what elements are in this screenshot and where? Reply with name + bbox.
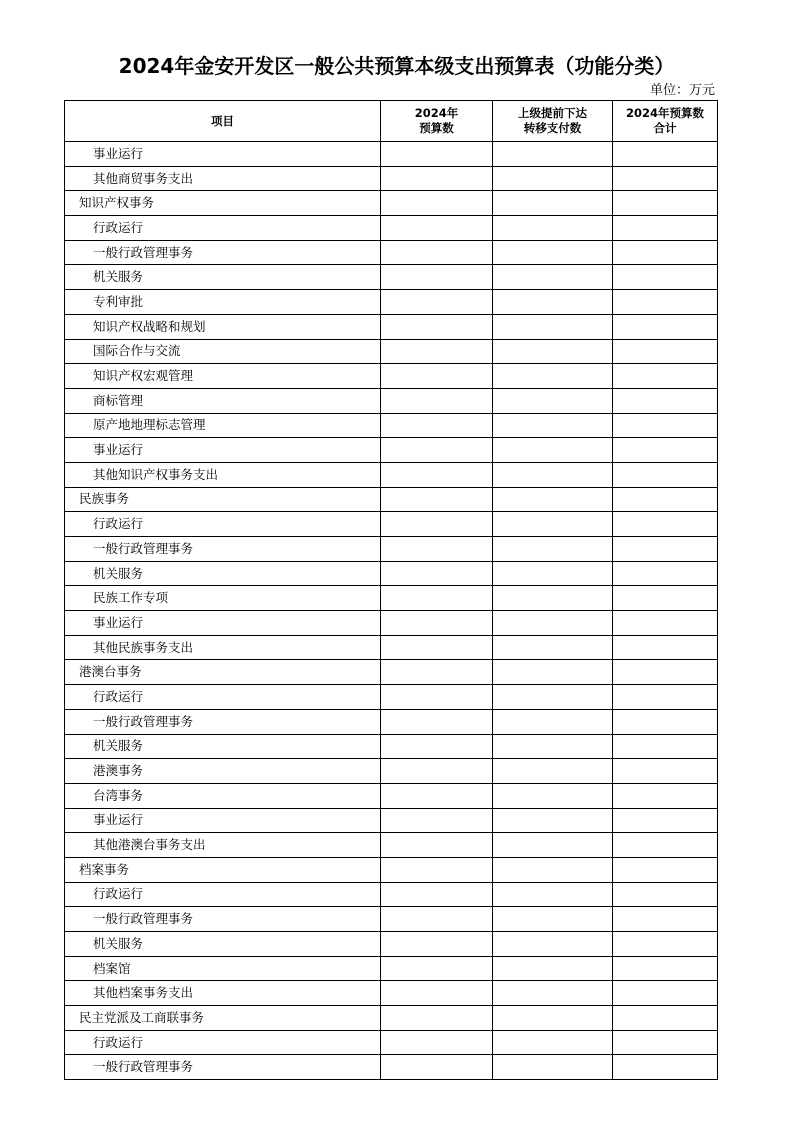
row-item-name: 一般行政管理事务 bbox=[65, 240, 381, 265]
row-item-name: 港澳事务 bbox=[65, 759, 381, 784]
budget-cell bbox=[381, 759, 493, 784]
transfer-cell bbox=[493, 166, 613, 191]
budget-cell bbox=[381, 388, 493, 413]
table-row bbox=[65, 561, 718, 586]
table-row bbox=[65, 462, 718, 487]
total-cell bbox=[613, 808, 718, 833]
total-cell bbox=[613, 611, 718, 636]
table-row bbox=[65, 537, 718, 562]
total-cell bbox=[613, 290, 718, 315]
transfer-cell bbox=[493, 512, 613, 537]
total-cell bbox=[613, 413, 718, 438]
budget-cell bbox=[381, 1030, 493, 1055]
table-row bbox=[65, 685, 718, 710]
row-item-name: 其他港澳台事务支出 bbox=[65, 833, 381, 858]
header-transfer-line1: 上级提前下达 bbox=[518, 106, 587, 120]
total-cell bbox=[613, 783, 718, 808]
budget-cell bbox=[381, 364, 493, 389]
transfer-cell bbox=[493, 907, 613, 932]
transfer-cell bbox=[493, 1055, 613, 1080]
table-row bbox=[65, 709, 718, 734]
budget-table bbox=[64, 100, 718, 1080]
total-cell bbox=[613, 981, 718, 1006]
header-item bbox=[65, 101, 381, 142]
total-cell bbox=[613, 1006, 718, 1031]
header-budget-2024 bbox=[381, 101, 493, 142]
table-row bbox=[65, 586, 718, 611]
total-cell bbox=[613, 882, 718, 907]
header-transfer bbox=[493, 101, 613, 142]
transfer-cell bbox=[493, 685, 613, 710]
total-cell bbox=[613, 586, 718, 611]
total-cell bbox=[613, 956, 718, 981]
transfer-cell bbox=[493, 882, 613, 907]
table-row bbox=[65, 265, 718, 290]
row-item-name: 档案事务 bbox=[65, 857, 381, 882]
header-budget-2024-line2: 预算数 bbox=[419, 121, 454, 135]
row-item-name: 行政运行 bbox=[65, 685, 381, 710]
row-item-name: 一般行政管理事务 bbox=[65, 907, 381, 932]
budget-cell bbox=[381, 339, 493, 364]
budget-cell bbox=[381, 1055, 493, 1080]
transfer-cell bbox=[493, 1006, 613, 1031]
transfer-cell bbox=[493, 462, 613, 487]
row-item-name: 事业运行 bbox=[65, 611, 381, 636]
table-row bbox=[65, 1055, 718, 1080]
row-item-name: 机关服务 bbox=[65, 932, 381, 957]
total-cell bbox=[613, 265, 718, 290]
row-item-name: 机关服务 bbox=[65, 265, 381, 290]
row-item-name: 台湾事务 bbox=[65, 783, 381, 808]
total-cell bbox=[613, 462, 718, 487]
total-cell bbox=[613, 537, 718, 562]
row-item-name: 其他知识产权事务支出 bbox=[65, 462, 381, 487]
table-row bbox=[65, 216, 718, 241]
transfer-cell bbox=[493, 660, 613, 685]
transfer-cell bbox=[493, 191, 613, 216]
total-cell bbox=[613, 709, 718, 734]
total-cell bbox=[613, 833, 718, 858]
page-title: 2024年金安开发区一般公共预算本级支出预算表（功能分类） bbox=[118, 54, 675, 78]
total-cell bbox=[613, 907, 718, 932]
transfer-cell bbox=[493, 487, 613, 512]
row-item-name: 行政运行 bbox=[65, 216, 381, 241]
transfer-cell bbox=[493, 216, 613, 241]
transfer-cell bbox=[493, 586, 613, 611]
header-total bbox=[613, 101, 718, 142]
row-item-name: 专利审批 bbox=[65, 290, 381, 315]
budget-cell bbox=[381, 166, 493, 191]
row-item-name: 行政运行 bbox=[65, 1030, 381, 1055]
row-item-name: 民族事务 bbox=[65, 487, 381, 512]
transfer-cell bbox=[493, 833, 613, 858]
transfer-cell bbox=[493, 413, 613, 438]
table-row bbox=[65, 611, 718, 636]
budget-cell bbox=[381, 660, 493, 685]
total-cell bbox=[613, 1030, 718, 1055]
row-item-name: 民主党派及工商联事务 bbox=[65, 1006, 381, 1031]
row-item-name: 商标管理 bbox=[65, 388, 381, 413]
budget-cell bbox=[381, 857, 493, 882]
budget-cell bbox=[381, 734, 493, 759]
budget-cell bbox=[381, 537, 493, 562]
total-cell bbox=[613, 191, 718, 216]
total-cell bbox=[613, 240, 718, 265]
transfer-cell bbox=[493, 561, 613, 586]
table-row bbox=[65, 981, 718, 1006]
budget-cell bbox=[381, 882, 493, 907]
budget-cell bbox=[381, 981, 493, 1006]
row-item-name: 机关服务 bbox=[65, 561, 381, 586]
budget-cell bbox=[381, 685, 493, 710]
row-item-name: 机关服务 bbox=[65, 734, 381, 759]
total-cell bbox=[613, 857, 718, 882]
row-item-name: 原产地地理标志管理 bbox=[65, 413, 381, 438]
total-cell bbox=[613, 561, 718, 586]
table-header bbox=[65, 101, 718, 142]
budget-cell bbox=[381, 611, 493, 636]
transfer-cell bbox=[493, 388, 613, 413]
table-row bbox=[65, 932, 718, 957]
row-item-name: 其他商贸事务支出 bbox=[65, 166, 381, 191]
total-cell bbox=[613, 142, 718, 167]
budget-cell bbox=[381, 932, 493, 957]
table-row bbox=[65, 635, 718, 660]
table-row bbox=[65, 388, 718, 413]
table-row bbox=[65, 487, 718, 512]
budget-cell bbox=[381, 487, 493, 512]
transfer-cell bbox=[493, 339, 613, 364]
budget-cell bbox=[381, 907, 493, 932]
row-item-name: 一般行政管理事务 bbox=[65, 709, 381, 734]
budget-cell bbox=[381, 586, 493, 611]
transfer-cell bbox=[493, 932, 613, 957]
total-cell bbox=[613, 635, 718, 660]
table-row bbox=[65, 339, 718, 364]
budget-cell bbox=[381, 438, 493, 463]
header-item-label: 项目 bbox=[211, 113, 234, 128]
table-row bbox=[65, 512, 718, 537]
transfer-cell bbox=[493, 142, 613, 167]
budget-cell bbox=[381, 808, 493, 833]
total-cell bbox=[613, 932, 718, 957]
budget-cell bbox=[381, 462, 493, 487]
table-row bbox=[65, 907, 718, 932]
total-cell bbox=[613, 487, 718, 512]
table-row bbox=[65, 808, 718, 833]
row-item-name: 国际合作与交流 bbox=[65, 339, 381, 364]
total-cell bbox=[613, 512, 718, 537]
total-cell bbox=[613, 660, 718, 685]
transfer-cell bbox=[493, 364, 613, 389]
row-item-name: 其他民族事务支出 bbox=[65, 635, 381, 660]
budget-cell bbox=[381, 265, 493, 290]
row-item-name: 知识产权战略和规划 bbox=[65, 314, 381, 339]
header-transfer-line2: 转移支付数 bbox=[523, 121, 582, 135]
budget-cell bbox=[381, 314, 493, 339]
row-item-name: 一般行政管理事务 bbox=[65, 537, 381, 562]
transfer-cell bbox=[493, 537, 613, 562]
transfer-cell bbox=[493, 438, 613, 463]
total-cell bbox=[613, 166, 718, 191]
budget-cell bbox=[381, 635, 493, 660]
header-budget-2024-line1: 2024年 bbox=[414, 106, 459, 120]
table-row bbox=[65, 857, 718, 882]
table-body bbox=[65, 142, 718, 1080]
unit-label: 单位：万元 bbox=[649, 83, 715, 98]
table-row bbox=[65, 660, 718, 685]
row-item-name: 档案馆 bbox=[65, 956, 381, 981]
row-item-name: 港澳台事务 bbox=[65, 660, 381, 685]
table-row bbox=[65, 364, 718, 389]
budget-cell bbox=[381, 956, 493, 981]
total-cell bbox=[613, 734, 718, 759]
total-cell bbox=[613, 685, 718, 710]
row-item-name: 事业运行 bbox=[65, 808, 381, 833]
row-item-name: 行政运行 bbox=[65, 882, 381, 907]
budget-cell bbox=[381, 1006, 493, 1031]
total-cell bbox=[613, 1055, 718, 1080]
table-row bbox=[65, 191, 718, 216]
transfer-cell bbox=[493, 611, 613, 636]
transfer-cell bbox=[493, 290, 613, 315]
budget-cell bbox=[381, 142, 493, 167]
row-item-name: 其他档案事务支出 bbox=[65, 981, 381, 1006]
budget-cell bbox=[381, 783, 493, 808]
transfer-cell bbox=[493, 857, 613, 882]
table-row bbox=[65, 290, 718, 315]
total-cell bbox=[613, 216, 718, 241]
total-cell bbox=[613, 438, 718, 463]
table-row bbox=[65, 413, 718, 438]
budget-cell bbox=[381, 512, 493, 537]
row-item-name: 知识产权事务 bbox=[65, 191, 381, 216]
budget-cell bbox=[381, 216, 493, 241]
transfer-cell bbox=[493, 709, 613, 734]
budget-cell bbox=[381, 191, 493, 216]
transfer-cell bbox=[493, 981, 613, 1006]
table-row bbox=[65, 240, 718, 265]
table-row bbox=[65, 783, 718, 808]
table-row bbox=[65, 833, 718, 858]
transfer-cell bbox=[493, 783, 613, 808]
transfer-cell bbox=[493, 734, 613, 759]
row-item-name: 行政运行 bbox=[65, 512, 381, 537]
transfer-cell bbox=[493, 265, 613, 290]
total-cell bbox=[613, 388, 718, 413]
header-row bbox=[65, 101, 718, 142]
table-row bbox=[65, 438, 718, 463]
table-row bbox=[65, 956, 718, 981]
transfer-cell bbox=[493, 1030, 613, 1055]
transfer-cell bbox=[493, 759, 613, 784]
budget-cell bbox=[381, 833, 493, 858]
row-item-name: 事业运行 bbox=[65, 142, 381, 167]
table-row bbox=[65, 166, 718, 191]
budget-cell bbox=[381, 709, 493, 734]
header-total-line1: 2024年预算数 bbox=[625, 106, 704, 120]
budget-cell bbox=[381, 561, 493, 586]
transfer-cell bbox=[493, 240, 613, 265]
transfer-cell bbox=[493, 314, 613, 339]
table-row bbox=[65, 142, 718, 167]
transfer-cell bbox=[493, 635, 613, 660]
total-cell bbox=[613, 364, 718, 389]
total-cell bbox=[613, 759, 718, 784]
row-item-name: 一般行政管理事务 bbox=[65, 1055, 381, 1080]
table-row bbox=[65, 1030, 718, 1055]
total-cell bbox=[613, 314, 718, 339]
budget-cell bbox=[381, 290, 493, 315]
header-total-line2: 合计 bbox=[653, 121, 677, 135]
budget-cell bbox=[381, 240, 493, 265]
table-row bbox=[65, 734, 718, 759]
budget-cell bbox=[381, 413, 493, 438]
transfer-cell bbox=[493, 956, 613, 981]
row-item-name: 民族工作专项 bbox=[65, 586, 381, 611]
table-row bbox=[65, 1006, 718, 1031]
table-row bbox=[65, 759, 718, 784]
row-item-name: 事业运行 bbox=[65, 438, 381, 463]
table-row bbox=[65, 882, 718, 907]
total-cell bbox=[613, 339, 718, 364]
transfer-cell bbox=[493, 808, 613, 833]
row-item-name: 知识产权宏观管理 bbox=[65, 364, 381, 389]
table-row bbox=[65, 314, 718, 339]
